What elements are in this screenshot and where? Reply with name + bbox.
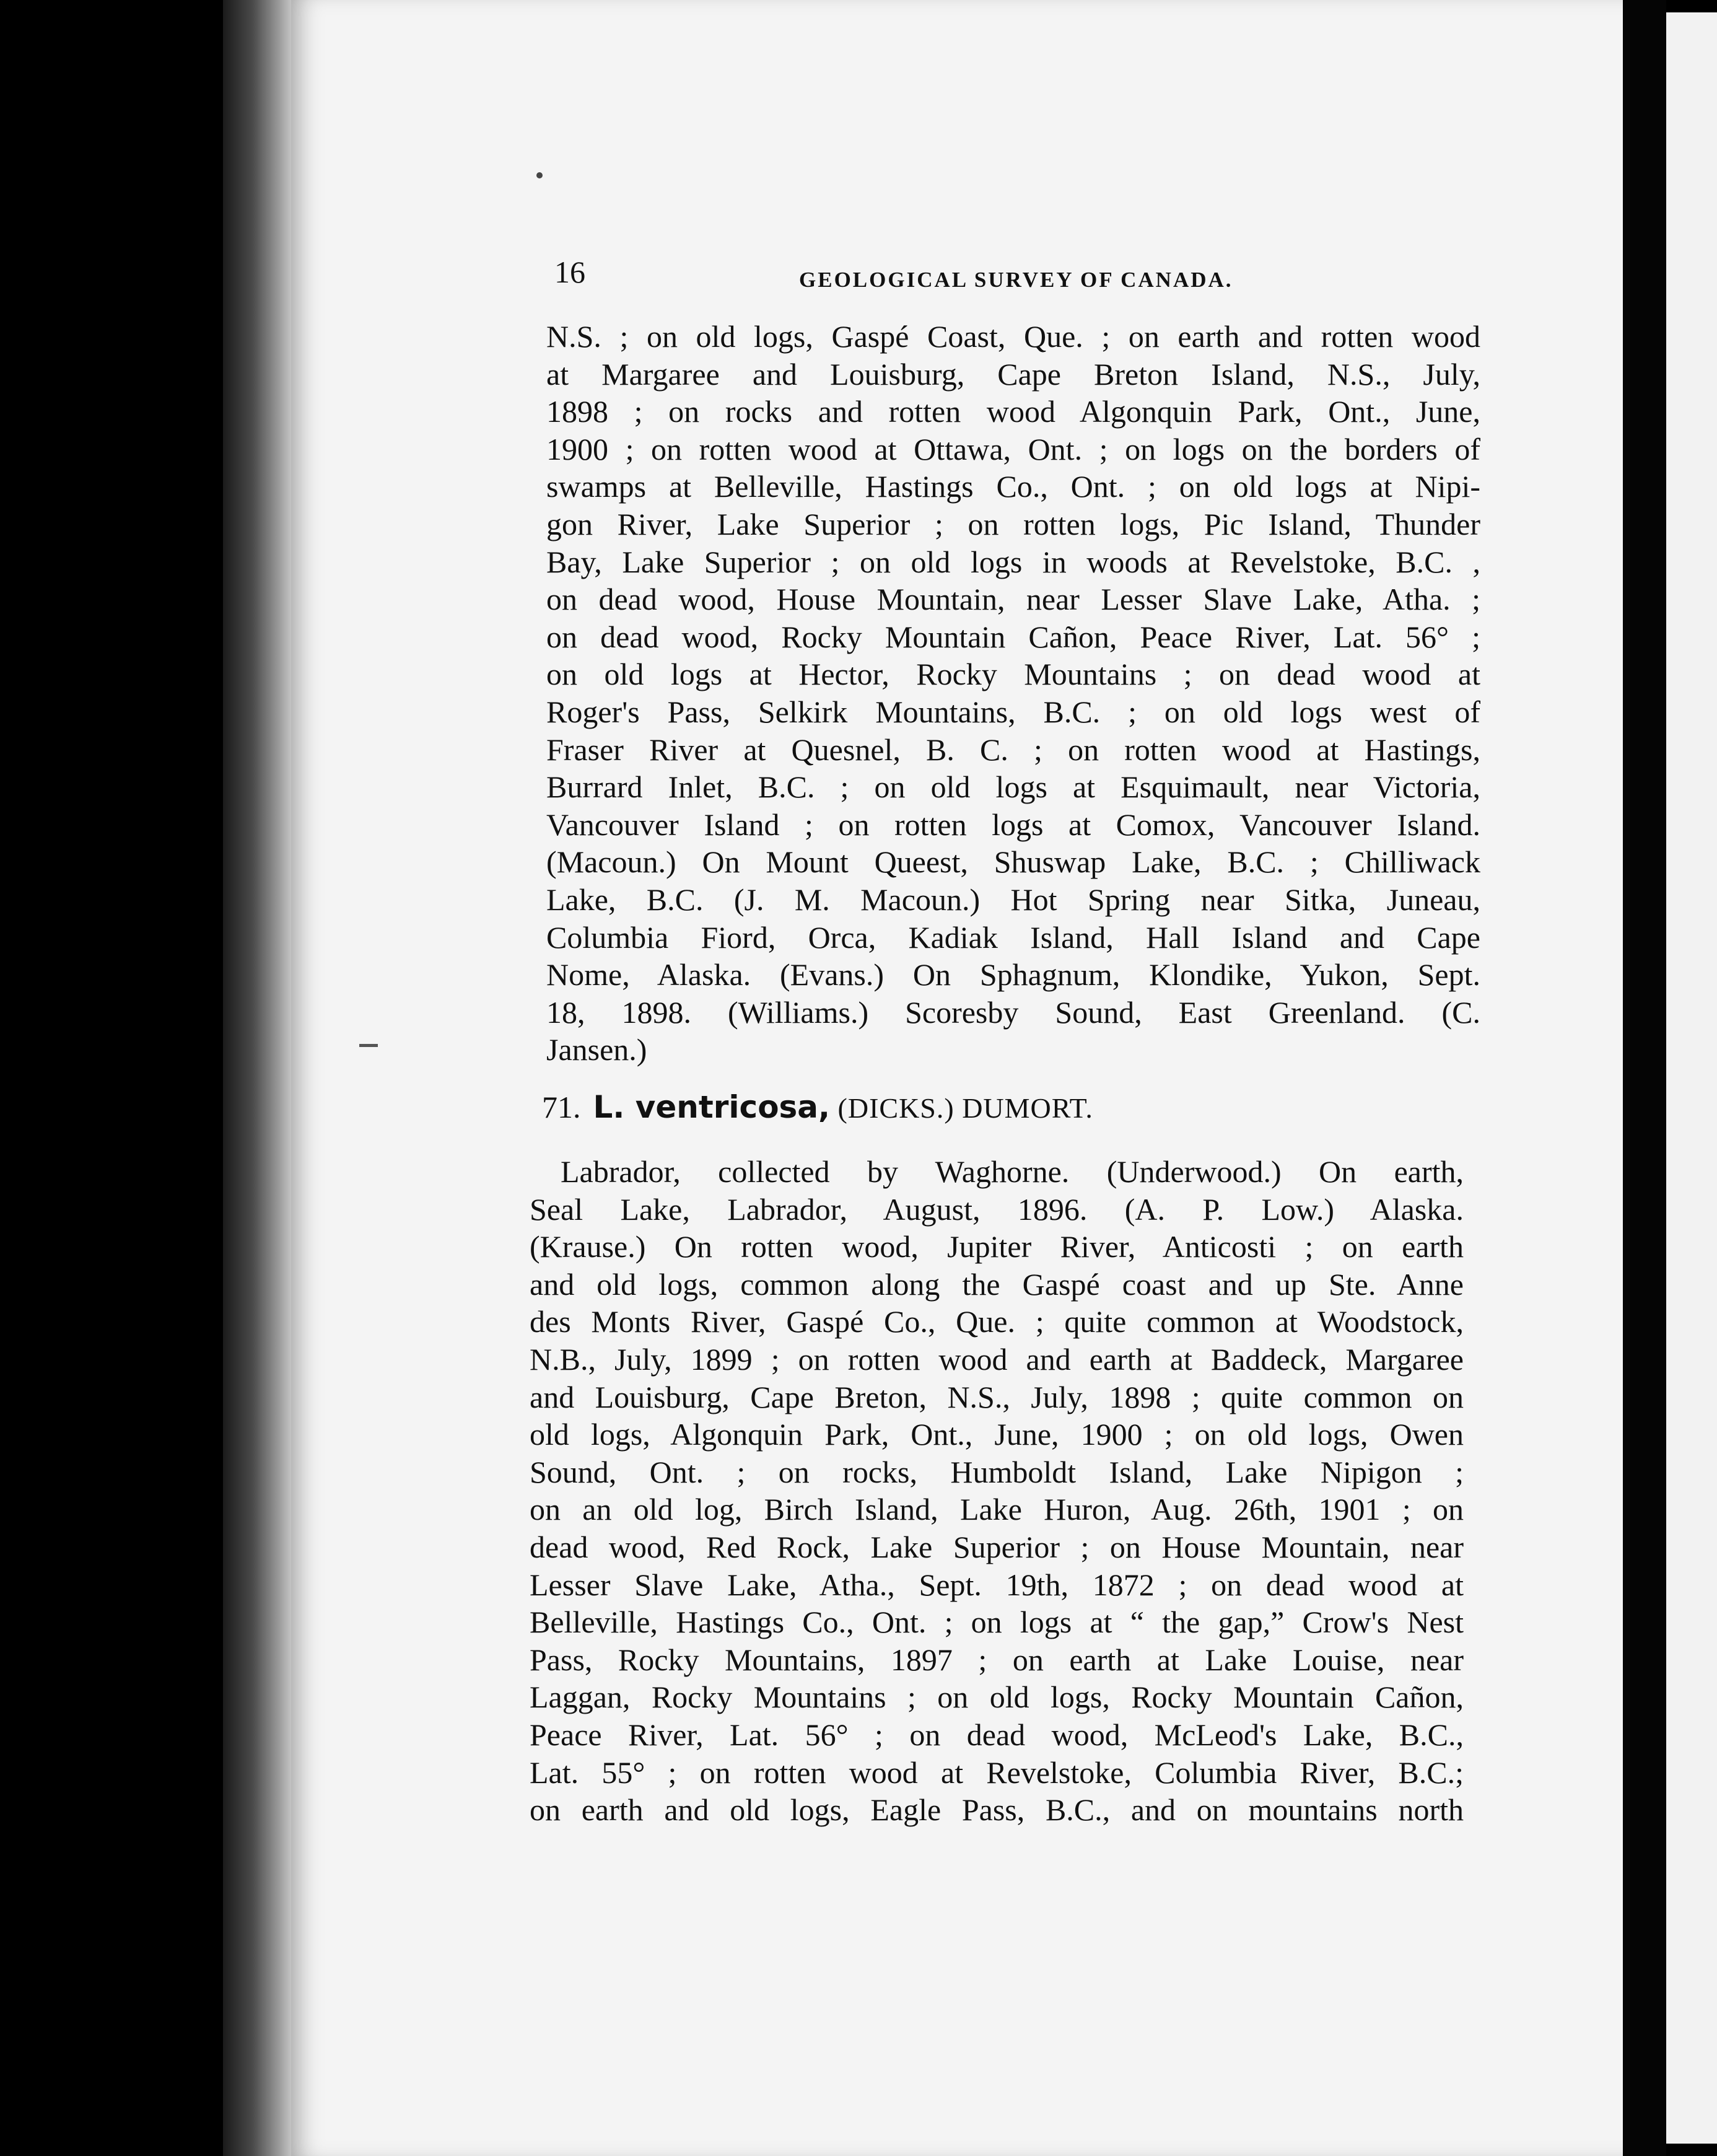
text-line: (Krause.) On rotten wood, Jupiter River, Anticosti ; on earth bbox=[530, 1229, 1464, 1264]
text-line: on old logs at Hector, Rocky Mountains ; on dead wood at bbox=[546, 657, 1480, 692]
species-name: L. ventricosa, bbox=[593, 1089, 831, 1125]
page-header bbox=[554, 254, 1254, 297]
text-line: Labrador, collected by Waghorne. (Underwood.) On earth, bbox=[561, 1154, 1464, 1189]
text-line: Pass, Rocky Mountains, 1897 ; on earth at Lake Louise, near bbox=[530, 1642, 1464, 1677]
text-line: 18, 1898. (Williams.) Scoresby Sound, East Greenland. (C. bbox=[546, 994, 1480, 1030]
text-line: swamps at Belleville, Hastings Co., Ont. ; on old logs at Nipi- bbox=[546, 469, 1480, 504]
species-number: 71. bbox=[542, 1090, 581, 1124]
text-line: on an old log, Birch Island, Lake Huron, Aug. 26th, 1901 ; on bbox=[530, 1492, 1464, 1527]
species-heading bbox=[542, 1089, 1409, 1125]
text-line: Vancouver Island ; on rotten logs at Comox, Vancouver Island. bbox=[546, 807, 1480, 842]
text-line: N.S. ; on old logs, Gaspé Coast, Que. ; on earth and rotten wood bbox=[546, 319, 1480, 354]
text-line: at Margaree and Louisburg, Cape Breton Island, N.S., July, bbox=[546, 356, 1480, 392]
text-line: Seal Lake, Labrador, August, 1896. (A. P. Low.) Alaska. bbox=[530, 1191, 1464, 1227]
text-line: Roger's Pass, Selkirk Mountains, B.C. ; on old logs west of bbox=[546, 694, 1480, 729]
text-line: Jansen.) bbox=[546, 1032, 647, 1067]
text-line: 1900 ; on rotten wood at Ottawa, Ont. ; on logs on the borders of bbox=[546, 431, 1480, 467]
text-line: N.B., July, 1899 ; on rotten wood and earth at Baddeck, Margaree bbox=[530, 1341, 1464, 1377]
text-line: Belleville, Hastings Co., Ont. ; on logs at “ the gap,” Crow's Nest bbox=[530, 1605, 1464, 1640]
ink-speck bbox=[536, 172, 543, 178]
text-line: Burrard Inlet, B.C. ; on old logs at Esquimault, near Victoria, bbox=[546, 769, 1480, 805]
text-block-species-71 bbox=[530, 1153, 1464, 1829]
text-line: gon River, Lake Superior ; on rotten logs, Pic Island, Thunder bbox=[546, 506, 1480, 541]
text-line: Sound, Ont. ; on rocks, Humboldt Island, Lake Nipigon ; bbox=[530, 1454, 1464, 1489]
text-line: Lake, B.C. (J. M. Macoun.) Hot Spring near Sitka, Juneau, bbox=[546, 882, 1480, 917]
text-line: old logs, Algonquin Park, Ont., June, 1900 ; on old logs, Owen bbox=[530, 1417, 1464, 1452]
text-line: Nome, Alaska. (Evans.) On Sphagnum, Klondike, Yukon, Sept. bbox=[546, 957, 1480, 993]
text-line: dead wood, Red Rock, Lake Superior ; on House Mountain, near bbox=[530, 1529, 1464, 1564]
book-spine-shadow bbox=[223, 0, 297, 2156]
text-line: Lat. 55° ; on rotten wood at Revelstoke, Columbia River, B.C.; bbox=[530, 1755, 1464, 1790]
text-block-continuation bbox=[546, 318, 1480, 1069]
text-line: Laggan, Rocky Mountains ; on old logs, Rocky Mountain Cañon, bbox=[530, 1680, 1464, 1715]
text-line: (Macoun.) On Mount Queest, Shuswap Lake, B.C. ; Chilliwack bbox=[546, 844, 1480, 880]
page-number: 16 bbox=[554, 255, 585, 289]
text-line: Lesser Slave Lake, Atha., Sept. 19th, 1872 ; on dead wood at bbox=[530, 1567, 1464, 1602]
text-line: des Monts River, Gaspé Co., Que. ; quite common at Woodstock, bbox=[530, 1304, 1464, 1339]
text-line: Bay, Lake Superior ; on old logs in woods at Revelstoke, B.C. , bbox=[546, 544, 1480, 579]
species-authority: (DICKS.) DUMORT. bbox=[837, 1092, 1093, 1124]
text-line: and Louisburg, Cape Breton, N.S., July, 1898 ; quite common on bbox=[530, 1379, 1464, 1414]
margin-mark bbox=[359, 1044, 378, 1047]
running-head: GEOLOGICAL SURVEY OF CANADA. bbox=[799, 268, 1233, 292]
text-line: on dead wood, Rocky Mountain Cañon, Peace River, Lat. 56° ; bbox=[546, 619, 1480, 654]
text-line: Columbia Fiord, Orca, Kadiak Island, Hall Island and Cape bbox=[546, 919, 1480, 955]
text-line: Peace River, Lat. 56° ; on dead wood, McLeod's Lake, B.C., bbox=[530, 1717, 1464, 1752]
page-gutter-right bbox=[1623, 0, 1666, 2156]
adjacent-page-edge bbox=[1666, 12, 1717, 2144]
text-line: Fraser River at Quesnel, B. C. ; on rotten wood at Hastings, bbox=[546, 732, 1480, 767]
text-line: on dead wood, House Mountain, near Lesser Slave Lake, Atha. ; bbox=[546, 582, 1480, 617]
text-line: 1898 ; on rocks and rotten wood Algonquin Park, Ont., June, bbox=[546, 394, 1480, 429]
text-line: on earth and old logs, Eagle Pass, B.C., and on mountains north bbox=[530, 1792, 1464, 1828]
text-line: and old logs, common along the Gaspé coast and up Ste. Anne bbox=[530, 1266, 1464, 1302]
